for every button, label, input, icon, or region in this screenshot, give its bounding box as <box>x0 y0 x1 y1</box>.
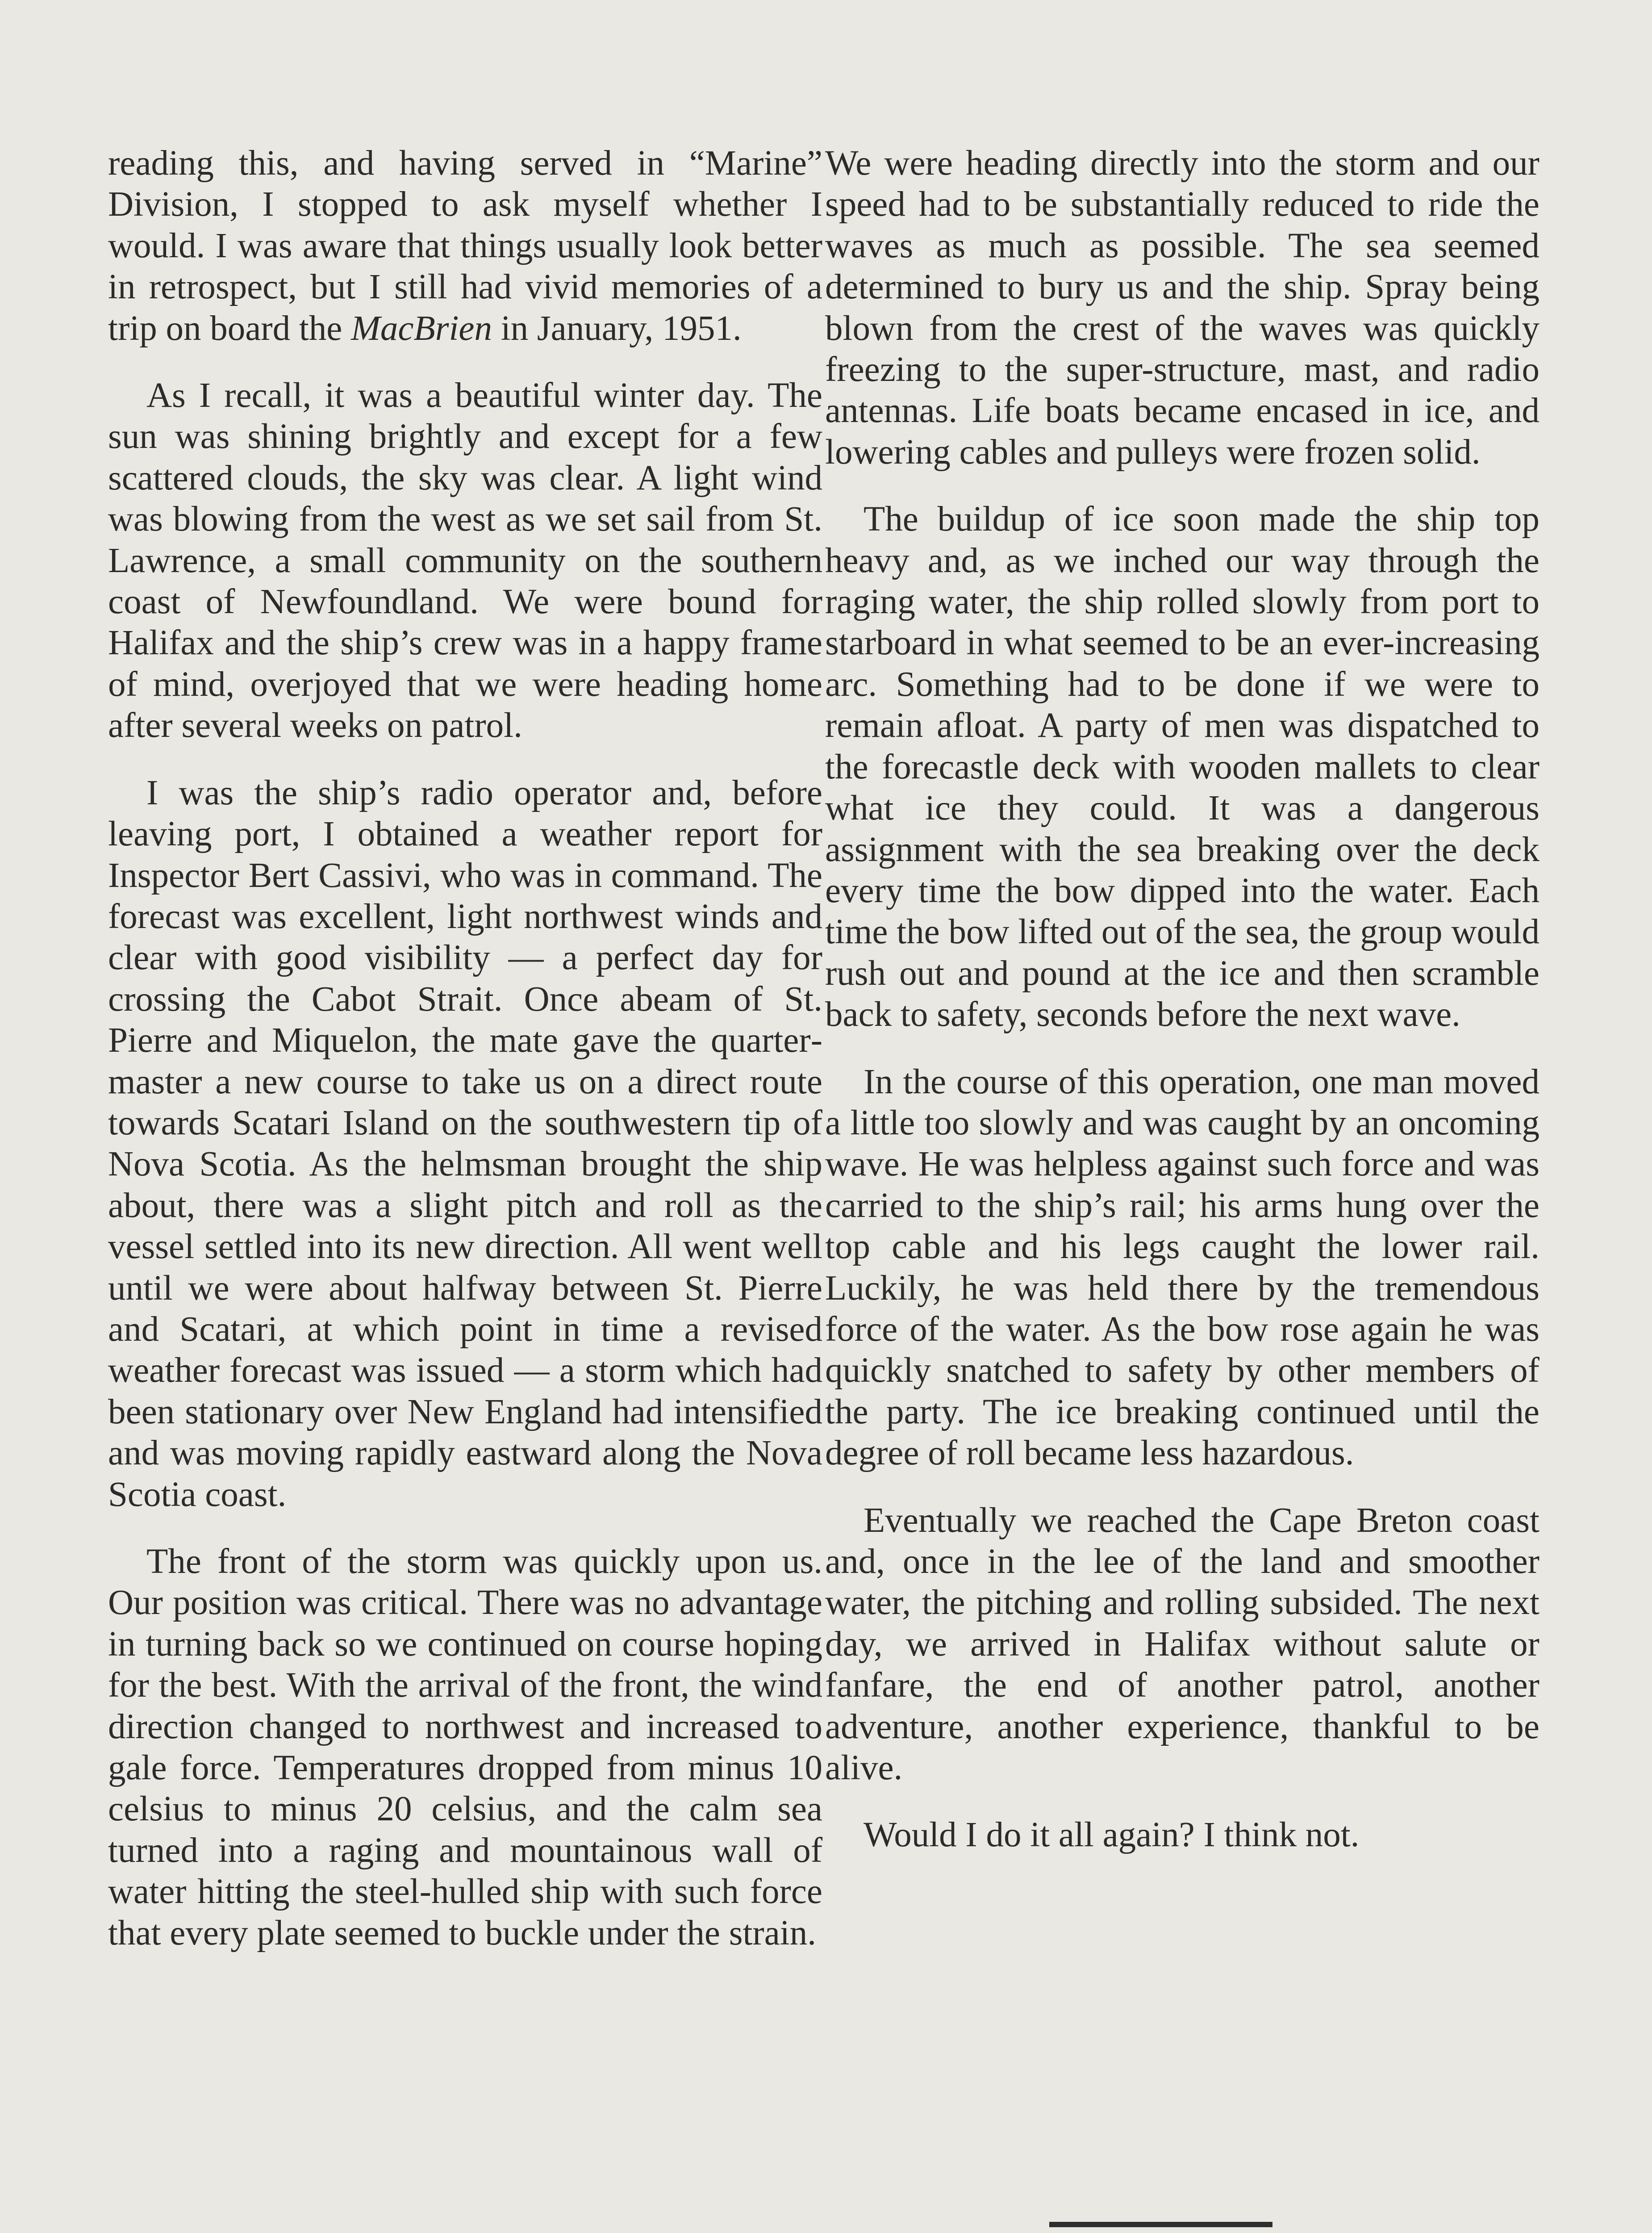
article-paragraph: Would I do it all again? I think not. <box>864 1815 1360 1855</box>
article-paragraph: We were heading directly into the storm and our speed had to be substantially reduced to ride the waves as much as possible. The sea seemed determined to bury us and the ship. Spray being blown from the crest of the waves was quickly freezing to the super-structure, mast, and radio antennas. Life boats became encased in ice, and lowering cables and pulleys were frozen solid. <box>825 144 1539 472</box>
article-right-column <box>825 143 1539 1882</box>
article-paragraph: reading this, and having served in “Marine” Division, I stopped to ask myself whether I would. I was aware that things usually look better in retrospect, but I still had vivid memories of a trip on board the MacBrien in January, 1951. <box>108 144 822 348</box>
article-paragraph: Eventually we reached the Cape Breton coast and, once in the lee of the land and smoother water, the pitching and rolling subsided. The next day, we arrived in Halifax without salute or fanfare, the end of another patrol, another adventure, another experience, thankful to be alive. <box>825 1501 1539 1788</box>
article-paragraph: The front of the storm was quickly upon us. Our position was critical. There was no advantage in turning back so we continued on course hoping for the best. With the arrival of the front, the wind direction changed to northwest and increased to gale force. Temperatures dropped from minus 10 celsius to minus 20 celsius, and the calm sea turned into a raging and mountainous wall of water hitting the steel-hulled ship with such force that every plate seemed to buckle under the strain. <box>108 1542 822 1953</box>
article-left-column <box>108 143 822 1980</box>
ship-name: MacBrien <box>351 309 492 348</box>
article-paragraph: In the course of this operation, one man moved a little too slowly and was caught by an oncoming wave. He was helpless against such force and was carried to the ship’s rail; his arms hung over the top cable and his legs caught the lower rail. Luckily, he was held there by the tremendous force of the water. As the bow rose again he was quickly snatched to safety by other members of the party. The ice breaking continued until the degree of roll became less hazardous. <box>825 1062 1539 1473</box>
article-paragraph: The buildup of ice soon made the ship top heavy and, as we inched our way through the raging water, the ship rolled slowly from port to starboard in what seemed to be an ever-increasing arc. Something had to be done if we were to remain afloat. A party of men was dispatched to the forecastle deck with wooden mallets to clear what ice they could. It was a dangerous assignment with the sea breaking over the deck every time the bow dipped into the water. Each time the bow lifted out of the sea, the group would rush out and pound at the ice and then scramble back to safety, seconds before the next wave. <box>825 500 1539 1034</box>
article-paragraph: I was the ship’s radio operator and, before leaving port, I obtained a weather report for Inspector Bert Cassivi, who was in command. The forecast was excellent, light northwest winds and clear with good visibility — a perfect day for crossing the Cabot Strait. Once abeam of St. Pierre and Miquelon, the mate gave the quartermaster a new course to take us on a direct route towards Scatari Island on the southwestern tip of Nova Scotia. As the helmsman brought the ship about, there was a slight pitch and roll as the vessel settled into its new direction. All went well until we were about halfway between St. Pierre and Scatari, at which point in time a revised weather forecast was issued — a storm which had been stationary over New England had intensified and was moving rapidly eastward along the Nova Scotia coast. <box>108 773 822 1514</box>
article-paragraph: As I recall, it was a beautiful winter day. The sun was shining brightly and except for a few scattered clouds, the sky was clear. A light wind was blowing from the west as we set sail from St. Lawrence, a small community on the southern coast of Newfoundland. We were bound for Halifax and the ship’s crew was in a happy frame of mind, overjoyed that we were heading home after several weeks on patrol. <box>108 376 822 745</box>
end-of-article-rule <box>1049 2222 1272 2227</box>
